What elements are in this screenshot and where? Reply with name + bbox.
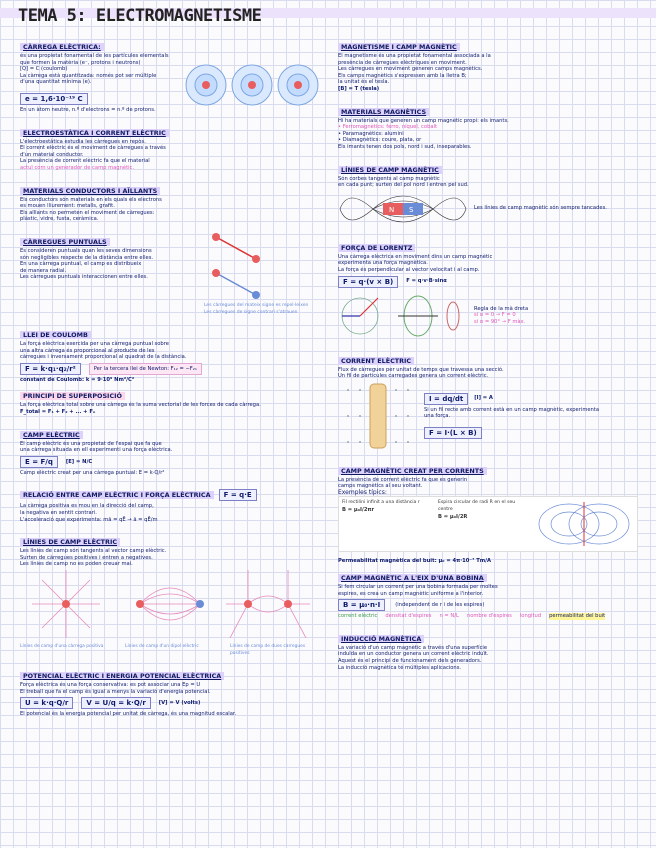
examples-label: Exemples típics:: [338, 488, 387, 496]
potential-unit: [V] = V (volts): [158, 700, 201, 707]
heading-coulomb: LLEI DE COULOMB: [20, 331, 91, 339]
dipole-negative: [196, 600, 204, 608]
mm-line-4: • Diamagnètics: coure, plata, or: [338, 137, 422, 144]
potential-equation: V = U/q = k·Q/r: [81, 697, 150, 709]
superposition-sum: F_total = F₁ + F₂ + ... + Fₙ: [20, 409, 96, 416]
dipole-positive: [136, 600, 144, 608]
atom-positive-ion: [232, 65, 272, 105]
charge-2: [252, 255, 260, 263]
energy-equation: U = k·q·Q/r: [20, 697, 73, 709]
heading-solenoid: CAMP MAGNÈTIC A L'EIX D'UNA BOBINA: [338, 574, 487, 582]
section-magnetic-lines: [338, 157, 638, 229]
efield-equation: E = F/q: [20, 456, 58, 468]
coulomb-equation: F = k·q₁·q₂/r²: [20, 363, 81, 375]
charge-4: [252, 291, 260, 299]
positive-b: [284, 600, 292, 608]
pot-note: El potencial és la energia potencial per unitat de càrrega, és una magnitud escalar.: [20, 711, 237, 718]
pot-line-1: Força elèctrica és una força conservativa: es pot associar una Ep = U: [20, 682, 201, 689]
heading-potential: POTENCIAL ELÈCTRIC I ENERGIA POTENCIAL ELÈCTRICA: [20, 672, 224, 680]
repel-label: Les càrregues del mateix signe es repel·leixen: [204, 302, 309, 308]
section-solenoid: [338, 558, 638, 619]
charges-diagram: [204, 229, 320, 299]
ind-line-3: Aquest és el principi de funcionament dels generadors.: [338, 658, 482, 665]
left-column: [20, 34, 320, 724]
ind-line-4: La inducció magnètica té múltiples aplicacions.: [338, 664, 462, 671]
wire-b-formula: B = μ₀I/2πr: [342, 507, 375, 514]
efield-line-2: una càrrega situada en ell experimenti una força elèctrica.: [20, 447, 173, 454]
fl-line-3: Les línies de camp no es poden creuar mai.: [20, 561, 133, 568]
caption-2: Línies de camp d'un dipol elèctric: [125, 644, 199, 649]
section-field-lines: [20, 529, 320, 657]
electro-line-5: actuï com un generador de camp magnètic.: [20, 164, 135, 171]
charge-1: [212, 233, 220, 241]
two-positive-lines: [226, 570, 310, 638]
attract-label: Les càrregues de signe contrari s'atrauen: [204, 309, 298, 315]
section-electrostatics: [20, 120, 320, 172]
section-magnetic-materials: [338, 99, 638, 151]
section-potential: [20, 663, 320, 718]
point-line-4: de manera radial.: [20, 267, 67, 274]
label-permeability: permeabilitat del buit: [549, 613, 606, 620]
charge-line-2: que formen la matèria (e⁻, protons i neutrons): [20, 59, 141, 66]
section-charge: [20, 34, 320, 114]
mm-line-3: • Paramagnètics: alumini: [338, 130, 404, 137]
solenoid-note: (independent de r i de les espires): [395, 601, 485, 608]
positive-a: [244, 600, 252, 608]
section-induction: [338, 626, 638, 671]
mat-line-1: Els conductors són materials en els quals els electrons: [20, 196, 162, 203]
ff-line-3: L'acceleració que experimenta: mā = qĒ → ā = qĒ/m: [20, 516, 158, 523]
lor-line-2: experimenta una força magnètica.: [338, 260, 428, 267]
wire-in-field-diagram: [338, 380, 418, 452]
north-label: N: [389, 205, 395, 214]
mag-line-5: la unitat és el tesla.: [338, 79, 390, 86]
mm-line-5: Els imants tenen dos pols, nord i sud, inseparables.: [338, 143, 472, 150]
point-line-1: Es consideren puntuals quan les seves dimensions: [20, 247, 152, 254]
mat-line-4: plàstic, vidre, fusta, ceràmica.: [20, 216, 99, 223]
cf-line-2: camps magnètics al seu voltant.: [338, 483, 423, 490]
attract-force: [216, 273, 256, 295]
heading-electric-field: CAMP ELÈCTRIC: [20, 431, 83, 439]
charge-line-5: d'una quantitat mínima (e).: [20, 79, 92, 86]
mag-line-3: Les càrregues en moviment generen camps magnètics.: [338, 66, 483, 73]
heading-current-fields: CAMP MAGNÈTIC CREAT PER CORRENTS: [338, 467, 487, 475]
right-hand-rule-diagram: [338, 290, 468, 342]
electro-line-1: L'electroestàtica estudia les càrregues en repòs.: [20, 138, 146, 145]
mag-line-1: El magnetisme és una propietat fonamental associada a la: [338, 53, 491, 59]
section-field-force: [20, 482, 320, 523]
sol-line-2: espires, es crea un camp magnètic uniforme a l'interior.: [338, 590, 484, 597]
mat-line-3: Els aïllants no permeten el moviment de càrregues:: [20, 209, 155, 216]
section-magnetism: [338, 34, 638, 93]
electro-line-2: El corrent elèctric és el moviment de càrregues a través: [20, 145, 166, 152]
mm-line-2: • Ferromagnètics: ferro, níquel, cobalt: [338, 124, 438, 131]
coulomb-line-2: una altra càrrega és proporcional al producte de les: [20, 347, 155, 354]
current-equation: I = dq/dt: [424, 393, 468, 405]
heading-superposition: PRINCIPI DE SUPERPOSICIÓ: [20, 392, 125, 400]
heading-magnetism: MAGNETISME I CAMP MAGNÈTIC: [338, 43, 460, 51]
density-formula: n = N/L: [439, 613, 459, 620]
point-line-2: són negligibles respecte de la distància entre elles.: [20, 254, 154, 261]
ml-caption: Les línies de camp magnètic són sempre tancades.: [474, 205, 607, 212]
page-title: TEMA 5: ELECTROMAGNETISME: [18, 6, 262, 26]
current-note: Si un fil recte amb corrent està en un camp magnètic, experimenta una força.: [424, 406, 600, 420]
wire-force-equation: F = I·(L × B): [424, 427, 482, 439]
wire: [370, 384, 386, 448]
point-line-3: En una càrrega puntual, el camp es distribueix: [20, 261, 142, 268]
heading-magnetic-materials: MATERIALS MAGNÈTICS: [338, 108, 429, 116]
heading-field-force: RELACIÓ ENTRE CAMP ELÈCTRIC I FORÇA ELÈCTRICA: [20, 491, 214, 499]
atom-neutral: [186, 65, 226, 105]
dipole-lines: [140, 588, 200, 620]
heading-induction: INDUCCIÓ MAGNÈTICA: [338, 635, 424, 643]
coulomb-line-3: càrregues i inversament proporcional al quadrat de la distància.: [20, 354, 187, 361]
wire-example-label: Fil rectilini infinit a una distància r: [342, 500, 420, 506]
charge-line-4: La càrrega està quantitzada: només pot ser múltiple: [20, 72, 157, 79]
heading-field-lines: LÍNIES DE CAMP ELÈCTRIC: [20, 538, 120, 546]
sol-line-1: Si fem circular un corrent per una bobina formada per moltes: [338, 584, 498, 591]
coulomb-constant: constant de Coulomb: k = 9·10⁹ Nm²/C²: [20, 376, 135, 383]
atom-diagrams: [184, 55, 320, 111]
label-turns: nombre d'espires: [466, 613, 512, 620]
section-current-fields: [338, 458, 638, 553]
heading-charge: CÀRREGA ELÈCTRICA:: [20, 43, 104, 51]
heading-magnetic-lines: LÍNIES DE CAMP MAGNÈTIC: [338, 166, 442, 174]
mm-line-1: Hi ha materials que generen un camp magnètic propi: els imants.: [338, 117, 509, 124]
loop-field-diagram: [534, 500, 634, 548]
section-point-charges: [20, 229, 320, 316]
field-lines-diagrams: [20, 568, 320, 640]
heading-conductors: MATERIALS CONDUCTORS I AÏLLANTS: [20, 187, 160, 195]
section-coulomb: [20, 322, 320, 416]
cond-2: si α = 90° → F màx.: [474, 318, 526, 325]
label-length: longitud: [519, 613, 542, 620]
pot-line-2: El treball que fa el camp és igual a menys la variació d'energia potencial.: [20, 688, 211, 695]
charge-line-3: [Q] = C (coulomb): [20, 66, 68, 73]
charge-3: [212, 269, 220, 277]
mat-line-2: es mouen lliurement: metalls, grafit.: [20, 203, 115, 210]
third-law-note: Per la tercera llei de Newton: F₁₂ = −F₂₁: [89, 363, 202, 375]
superposition-text: La força elèctrica total sobre una càrrega és la suma vectorial de les forces de cada càrrega.: [20, 402, 261, 409]
ml-line-1: Són corbes tangents al camp magnètic: [338, 175, 440, 182]
charge-line-7: En un àtom neutre, n.º d'electrons = n.º de protons.: [20, 106, 156, 113]
cond-1: si α = 0 → F = 0: [474, 312, 516, 319]
mag-line-2: presència de càrregues elèctriques en moviment.: [338, 59, 467, 66]
charge-equation: e = 1,6·10⁻¹⁹ C: [20, 93, 88, 105]
mag-unit: [B] = T (tesla): [338, 85, 380, 92]
loop-example-label: Espira circular de radi R en el seu centre: [438, 500, 516, 513]
label-density: densitat d'espires: [385, 613, 432, 620]
cur-line-1: Flux de càrregues per unitat de temps que travessa una secció.: [338, 366, 504, 373]
section-electric-field: [20, 422, 320, 477]
ml-line-2: en cada punt; surten del pol nord i entren pel sud.: [338, 182, 469, 189]
permeability-note: Permeabilitat magnètica del buit: μ₀ = 4π·10⁻⁷ Tm/A: [338, 558, 492, 565]
caption-3: Línies de camp de dues càrregues positives: [230, 644, 306, 656]
electro-line-3: d'un material conductor.: [20, 151, 84, 158]
bar-magnet-diagram: [338, 189, 468, 229]
point-line-5: Les càrregues puntuals interaccionen entre elles.: [20, 274, 148, 281]
fl-line-1: Les línies de camp són tangents al vector camp elèctric.: [20, 548, 167, 555]
heading-current: CORRENT ELÈCTRIC: [338, 357, 414, 365]
section-lorentz: [338, 235, 638, 342]
efield-note: Camp elèctric creat per una càrrega puntual: E = k·Q/r²: [20, 469, 165, 476]
south-label: S: [409, 205, 414, 214]
cf-line-1: La presència de corrent elèctric fa que es generin: [338, 476, 468, 483]
solenoid-equation: B = μ₀·n·I: [338, 599, 385, 611]
heading-point-charges: CÀRREGUES PUNTUALS: [20, 238, 110, 246]
field-force-equation: F = q·E: [219, 489, 257, 501]
rule-label: Regla de la mà dreta: [474, 305, 529, 312]
lor-line-1: Una càrrega elèctrica en moviment dins un camp magnètic: [338, 253, 493, 260]
charge-line-1: és una propietat fonamental de les partícules elementals: [20, 53, 169, 59]
efield-line-1: El camp elèctric és una propietat de l'espai que fa que: [20, 440, 162, 447]
mag-line-4: Els camps magnètics s'expressen amb la lletra B;: [338, 72, 467, 79]
lorentz-equation: F = q·(v × B): [338, 276, 398, 288]
ff-line-1: La càrrega positiva es mou en la direcció del camp,: [20, 503, 154, 510]
label-current: corrent elèctric: [338, 613, 378, 620]
ind-line-2: induïda en un conductor genera un corrent elèctric induït.: [338, 651, 489, 658]
cur-line-2: Un fil de partícules carregades genera un corrent elèctric.: [338, 373, 489, 380]
section-current: [338, 348, 638, 452]
ff-line-2: la negativa en sentit contrari.: [20, 510, 97, 517]
heading-lorentz: FORÇA DE LORENTZ: [338, 244, 415, 252]
current-unit: [I] = A: [474, 395, 493, 402]
fl-line-2: Surten de càrregues positives i entren a negatives.: [20, 554, 153, 561]
caption-1: Línies de camp d'una càrrega positiva: [20, 644, 104, 649]
atom-negative-ion: [278, 65, 318, 105]
coulomb-line-1: La força elèctrica exercida per una càrrega puntual sobre: [20, 341, 169, 348]
ind-line-1: La variació d'un camp magnètic a través d'una superfície: [338, 644, 488, 651]
heading-electrostatics: ELECTROESTÀTICA I CORRENT ELÈCTRIC: [20, 129, 169, 137]
section-materials: [20, 178, 320, 223]
repel-force-1: [216, 237, 256, 259]
charge-positive: [62, 600, 70, 608]
loop-b-formula: B = μ₀I/2R: [438, 513, 468, 520]
lorentz-sub: F = q·v·B·sinα: [406, 278, 447, 285]
efield-unit: [E] = N/C: [65, 458, 93, 465]
right-column: [338, 34, 638, 677]
electro-line-4: La presència de corrent elèctric fa que el material: [20, 158, 150, 165]
lor-line-3: La força és perpendicular al vector velocitat i al camp.: [338, 266, 480, 273]
